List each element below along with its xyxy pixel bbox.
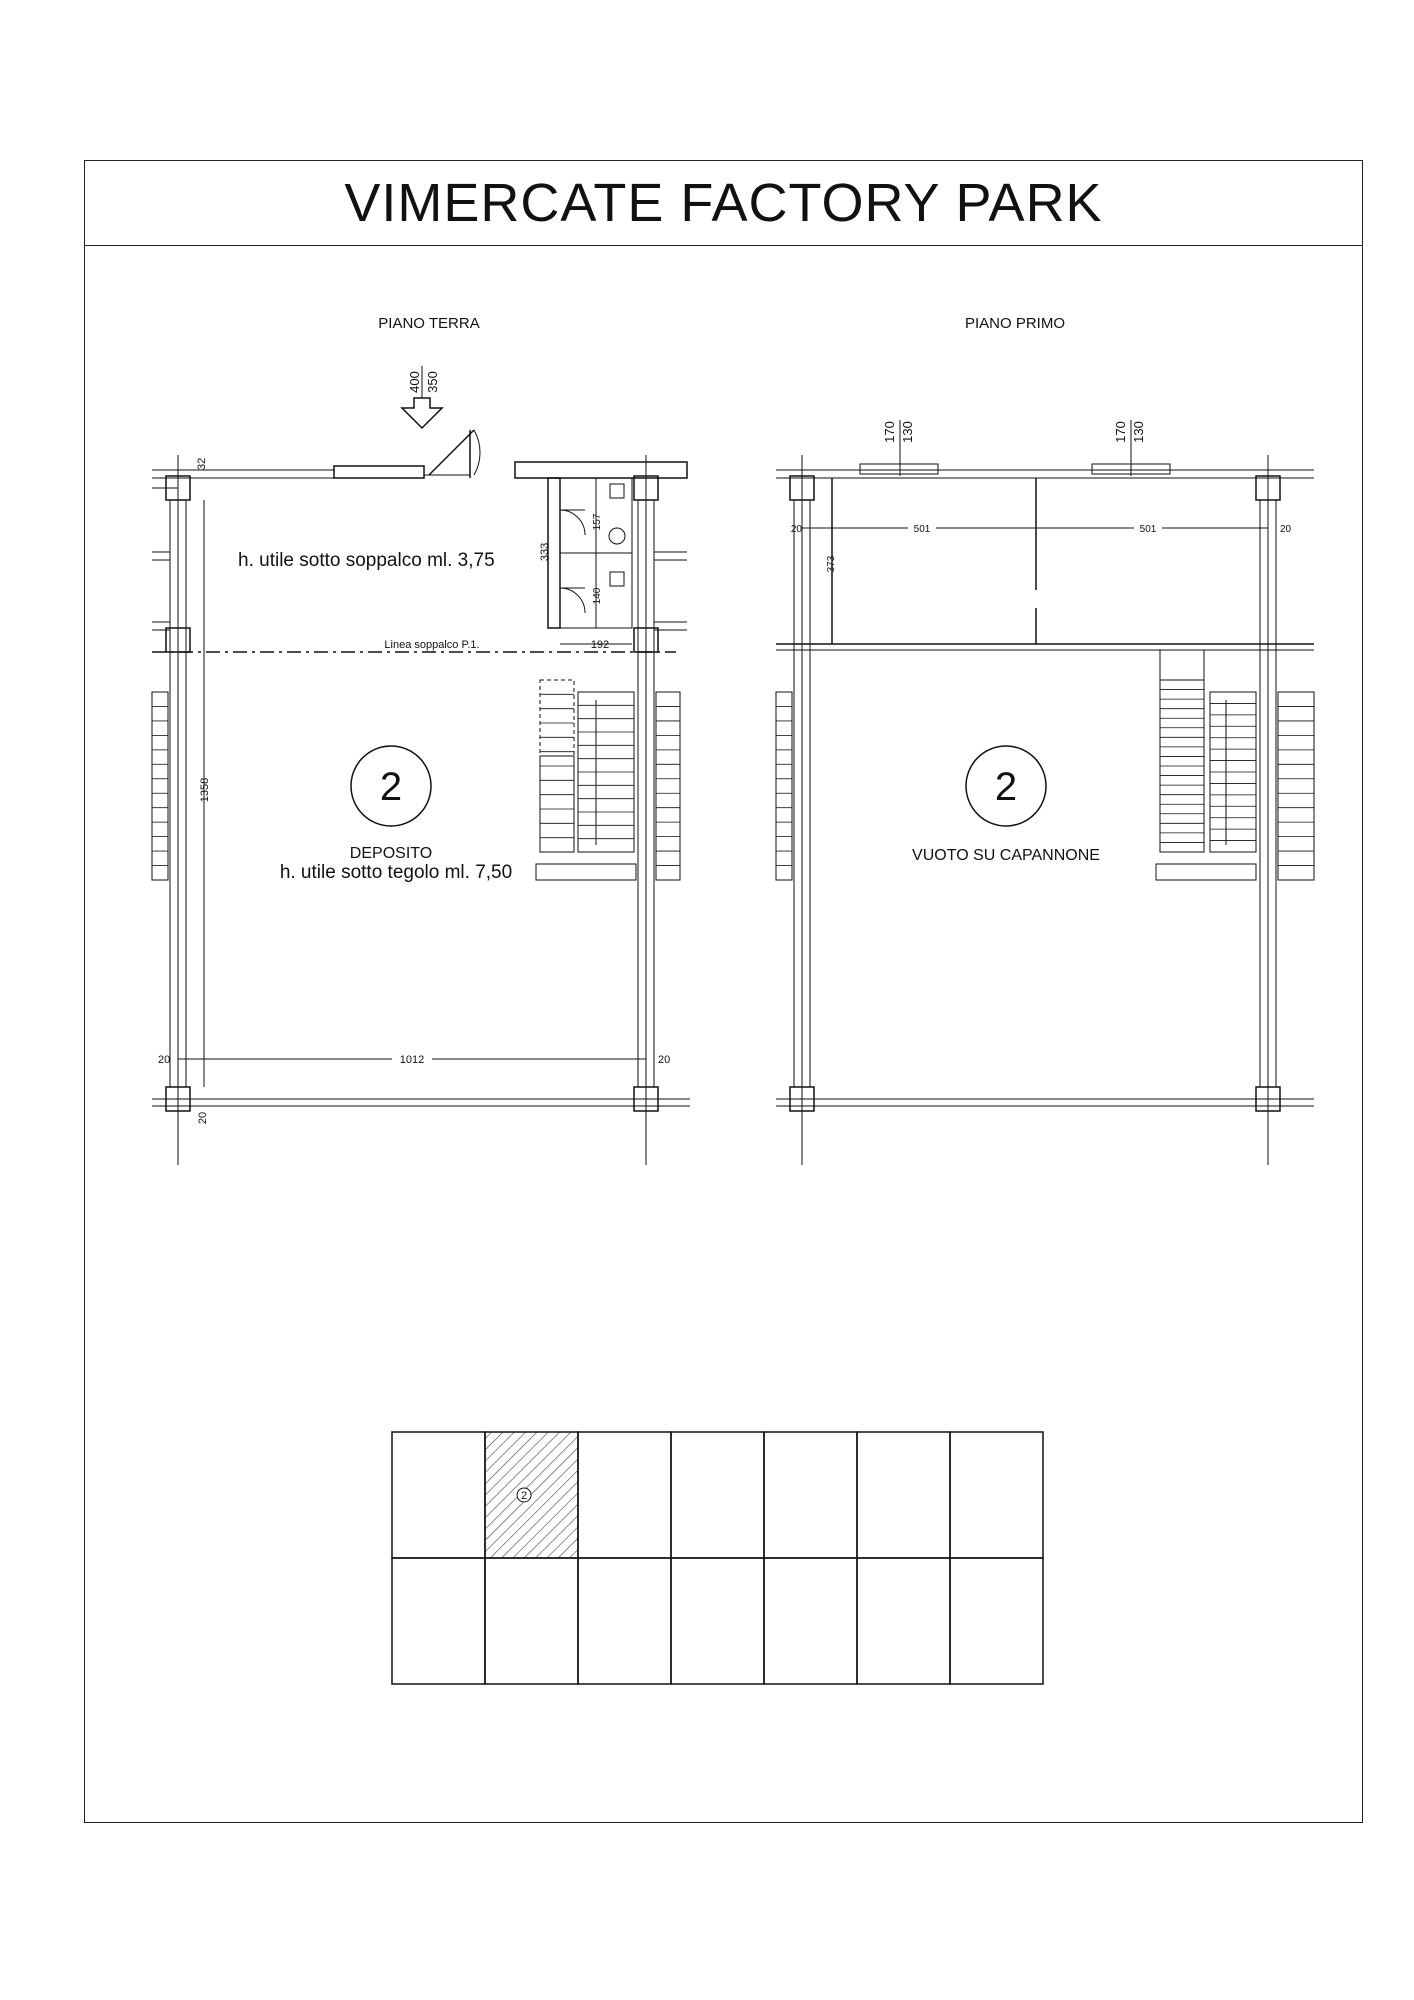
window2-dim-a: 170 [1113,421,1128,443]
mezzanine-line-label: Linea soppalco P.1. [384,639,480,651]
first-columns [790,476,1280,1111]
ground-floor-plan [152,315,690,1165]
first-top-wall [776,464,1314,478]
key-plan-cell [950,1558,1043,1684]
ground-outside-steps-right [656,692,680,880]
key-plan-cell [764,1558,857,1684]
key-plan-unit-label: 2 [520,1490,528,1502]
ground-columns [166,476,658,1111]
key-plan [392,1432,1043,1684]
dim-bottom: 20 [197,1111,209,1125]
mezz-height-note: h. utile sotto soppalco ml. 3,75 [238,550,495,571]
first-floor-plan [776,315,1314,1165]
ground-floor-heading: PIANO TERRA [378,315,480,332]
first-grid-lines [776,455,1314,1165]
first-outside-steps-right [1278,692,1314,880]
wc-block [548,478,632,628]
ground-top-wall [152,462,687,478]
key-plan-cell [950,1432,1043,1558]
dim-room1: 501 [913,524,931,535]
key-plan-cell [578,1432,671,1558]
key-plan-cell [578,1558,671,1684]
first-mezzanine-rooms [776,478,1314,650]
first-outside-steps-left [776,692,792,880]
key-plan-cell [671,1432,764,1558]
door-dim-total: 400 [407,371,422,393]
room-name: DEPOSITO [349,845,433,862]
unit-number-ground: 2 [379,765,403,809]
dim-top: 32 [196,457,208,470]
void-label: VUOTO SU CAPANNONE [912,847,1100,864]
roof-height-note: h. utile sotto tegolo ml. 7,50 [279,862,513,883]
dim-width: 1012 [399,1054,425,1066]
key-plan-cell [857,1432,950,1558]
unit-number-first: 2 [994,765,1018,809]
dim-depth: 373 [826,555,837,573]
dim-wc-door1: 157 [592,513,603,531]
key-plan-cell [485,1558,578,1684]
dim-wc: 333 [539,542,551,562]
key-plan-cell [671,1558,764,1684]
door-dim-opening: 350 [425,371,440,393]
key-plan-cell [392,1432,485,1558]
ground-outside-steps-left [152,692,168,880]
page-title: VIMERCATE FACTORY PARK [344,173,1103,233]
key-plan-cell [764,1432,857,1558]
ground-stair-treads [152,694,680,865]
dim-left-wall: 20 [790,524,802,535]
window2-dim-b: 130 [1131,421,1146,443]
entrance-door-icon [429,430,480,478]
dim-wall-right: 20 [658,1054,671,1066]
dim-right-wall: 20 [1280,524,1292,535]
first-floor-heading: PIANO PRIMO [964,315,1066,332]
dim-wc-width: 192 [590,639,610,651]
dim-length: 1358 [199,777,211,803]
first-stair [1156,650,1256,880]
window1-dim-a: 170 [882,421,897,443]
key-plan-cell [392,1558,485,1684]
dim-wall-left: 20 [158,1054,171,1066]
key-plan-cell [857,1558,950,1684]
dim-room2: 501 [1139,524,1157,535]
dim-wc-door2: 140 [592,587,603,605]
window1-dim-b: 130 [900,421,915,443]
